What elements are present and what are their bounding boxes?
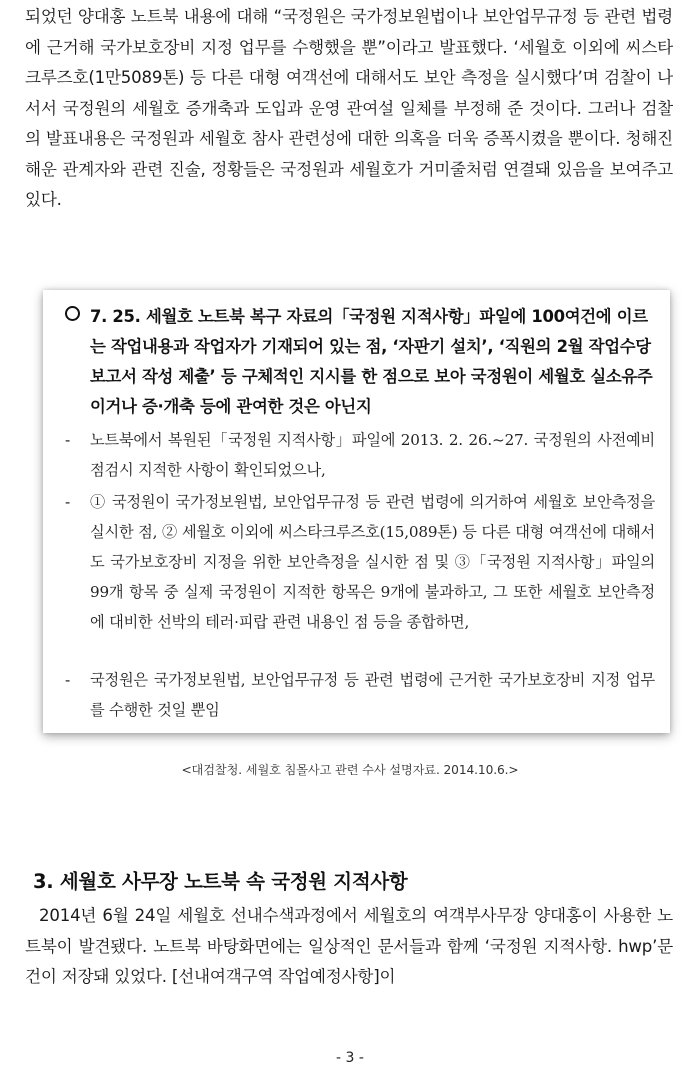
dash-bullet: - xyxy=(65,431,71,449)
dash-bullet: - xyxy=(65,671,71,689)
circle-bullet-icon xyxy=(65,306,80,321)
body-paragraph-bottom: 2014년 6월 24일 세월호 선내수색과정에서 세월호의 여객부사무장 양대홍이 사용한 노트북이 발견됐다. 노트북 바탕화면에는 일상적인 문서들과 함께 ‘국정원 지적사항. hwp’문건이 저장돼 있었다. [선내여객구역 작업예정사항]이 xyxy=(25,906,673,986)
figure-list-item-text: ① 국정원이 국가정보원법, 보안업무규정 등 관련 법령에 의거하여 세월호 보안측정을 실시한 점, ② 세월호 이외에 씨스타크루즈호(15,089톤) 등 다른 대형 여객선에 대해서도 국가보호장비 지정을 위한 보안측정을 실시한 점 및 ③「국정원 지적사항」파일의 99개 항목 중 실제 국정원이 지적한 항목은 9개에 불과하고, 그 또한 세월호 보안측정에 대비한 선박의 테러·피랍 관련 내용인 점 등을 종합하면, xyxy=(90,493,655,631)
figure-heading-text: 7. 25. 세월호 노트북 복구 자료의「국정원 지적사항」파일에 100여건에 이르는 작업내용과 작업자가 기재되어 있는 점, ‘자판기 설치’, ‘직원의 2월 작업수당 보고서 작성 제출’ 등 구체적인 지시를 한 점으로 보아 국정원이 세월호 실소유주 이거나 증·개축 등에 관여한 것은 아닌지 xyxy=(90,307,653,416)
figure-list-item xyxy=(65,425,655,485)
section-heading: 3. 세월호 사무장 노트북 속 국정원 지적사항 xyxy=(33,870,408,893)
dash-bullet: - xyxy=(65,493,71,511)
figure-list-item xyxy=(65,665,655,725)
quoted-document-image xyxy=(43,290,670,733)
figure-list-item-text: 노트북에서 복원된「국정원 지적사항」파일에 2013. 2. 26.~27. 국정원의 사전예비점검시 지적한 사항이 확인되었으나, xyxy=(90,431,655,479)
figure-caption: <대검찰청. 세월호 침몰사고 관련 수사 설명자료. 2014.10.6.> xyxy=(181,763,519,777)
page-number: - 3 - xyxy=(336,1050,364,1066)
figure-heading xyxy=(65,302,655,422)
figure-list-item-text: 국정원은 국가정보원법, 보안업무규정 등 관련 법령에 근거한 국가보호장비 지정 업무를 수행한 것일 뿐임 xyxy=(90,671,655,719)
body-paragraph-top: 되었던 양대홍 노트북 내용에 대해 “국정원은 국가정보원법이나 보안업무규정 등 관련 법령에 근거해 국가보호장비 지정 업무를 수행했을 뿐”이라고 발표했다. ‘세월호 이외에 씨스타크루즈호(1만5089톤) 등 다른 대형 여객선에 대해서도 보안 측정을 실시했다’며 검찰이 나서서 국정원의 세월호 증개축과 도입과 운영 관여설 일체를 부정해 준 것이다. 그러나 검찰의 발표내용은 국정원과 세월호 참사 관련성에 대한 의혹을 더욱 증폭시켰을 뿐이다. 청해진해운 관계자와 관련 진술, 정황들은 국정원과 세월호가 거미줄처럼 연결돼 있음을 보여주고 있다. xyxy=(25,7,673,209)
figure-list-item xyxy=(65,487,655,637)
